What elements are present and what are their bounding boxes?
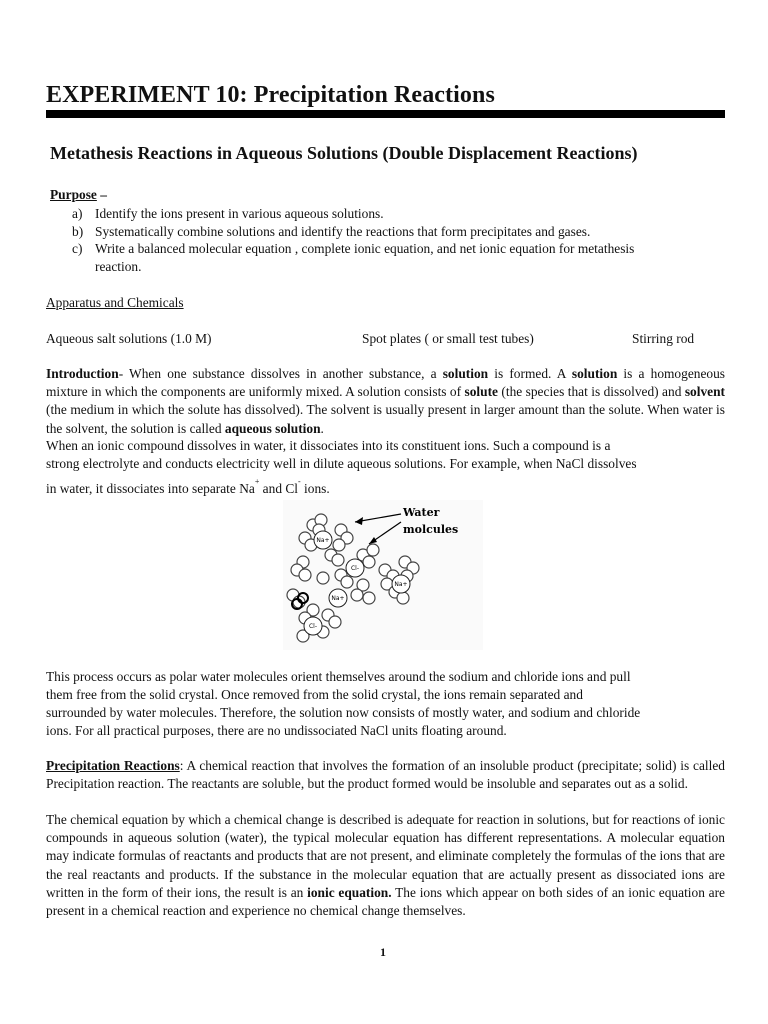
intro-paragraph: Introduction- When one substance dissolves in another substance, a solution is formed. A solution is a homogeneous mixture in which the components are uniformly mixed. A solution consists of solute (the species that is dissolved) and solvent (the medium in which the solute has dissolved). The solvent is usually present in larger amount than the solute. When water is the solvent, the solution is called aqueous solution.	[46, 366, 726, 436]
page-number: 1	[380, 945, 386, 959]
ion-label-4: Na+	[394, 581, 408, 588]
purpose-heading: Purpose –	[50, 187, 107, 202]
process-line-1: This process occurs as polar water molecules orient themselves around the sodium and chloride ions and pull	[46, 669, 631, 684]
water-label: Water	[403, 506, 440, 519]
ionic-equation-paragraph: The chemical equation by which a chemical change is described is adequate for reaction in solutions, but for reactions of ionic compounds in aqueous solution (water), the typical molecular equation has different representations. A molecular equation may indicate formulas of reactants and products that are not present, and eliminate completely the formulas of the ions that are the real reactants and products. If the substance in the molecular equation that are actually present as dissociated ions are written in the form of their ions, the result is an ionic equation. The ions which appear on both sides of an ionic equation are present in a chemical reaction and experience no chemical change themselves.	[46, 812, 725, 919]
ion-label-3: Na+	[331, 595, 345, 602]
water-molecules-figure	[283, 500, 483, 650]
apparatus-rod: Stirring rod	[632, 331, 695, 346]
purpose-item-c: c)	[72, 241, 83, 256]
apparatus-salt: Aqueous salt solutions (1.0 M)	[46, 331, 212, 346]
ion-label-1: Na+	[316, 537, 330, 544]
process-line-2: them free from the solid crystal. Once removed from the solid crystal, the ions remain separated and	[46, 687, 583, 702]
process-line-3: surrounded by water molecules. Therefore, the solution now consists of mostly water, and sodium and chloride	[46, 705, 641, 720]
intro-line-3: in water, it dissociates into separate Na+ and Cl- ions.	[46, 477, 330, 496]
molcules-label: molcules	[403, 523, 459, 536]
apparatus-plates: Spot plates ( or small test tubes)	[362, 331, 534, 346]
purpose-item-c-text: Write a balanced molecular equation , complete ionic equation, and net ionic equation for metathesis	[95, 241, 635, 256]
subtitle: Metathesis Reactions in Aqueous Solutions (Double Displacement Reactions)	[50, 143, 638, 163]
ion-label-5: Cl-	[308, 623, 318, 630]
intro-line-2: strong electrolyte and conducts electricity well in dilute aqueous solutions. For example, when NaCl dissolves	[46, 456, 637, 471]
purpose-item-a: a)	[72, 206, 83, 221]
purpose-item-b: b)	[72, 224, 84, 239]
purpose-item-a-text: Identify the ions present in various aqueous solutions.	[95, 206, 384, 221]
process-line-4: ions. For all practical purposes, there are no undissociated NaCl units floating around.	[46, 723, 507, 738]
purpose-item-c-cont: reaction.	[95, 259, 142, 274]
apparatus-heading: Apparatus and Chemicals	[46, 295, 184, 310]
purpose-item-b-text: Systematically combine solutions and identify the reactions that form precipitates and gases.	[95, 224, 591, 239]
intro-line-1: When an ionic compound dissolves in water, it dissociates into its constituent ions. Such a compound is a	[46, 438, 611, 453]
ion-label-2: Cl-	[350, 565, 360, 572]
experiment-title: EXPERIMENT 10: Precipitation Reactions	[46, 82, 495, 108]
title-rule	[46, 110, 725, 118]
precipitation-paragraph: Precipitation Reactions: A chemical reaction that involves the formation of an insoluble product (precipitate; solid) is called Precipitation reaction. The reactants are soluble, but the product formed would be insoluble and separates out as a solid.	[46, 758, 725, 792]
